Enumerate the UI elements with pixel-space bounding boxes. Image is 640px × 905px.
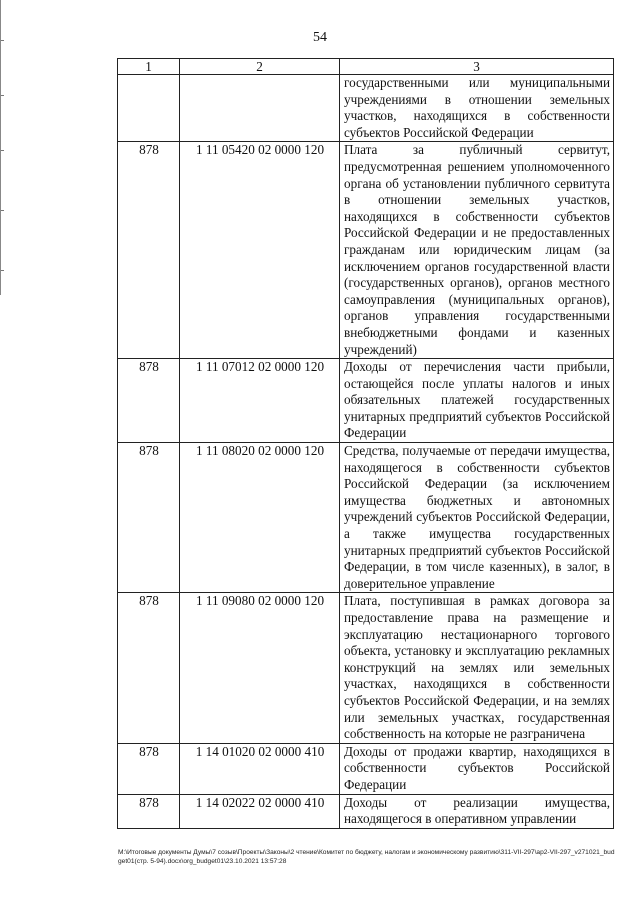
column-header-2: 2 bbox=[180, 59, 340, 75]
revenue-name-cell: Плата, поступившая в рамках договора за предоставление права на размещение и эксплуатацию нестационарного торгового объекта, установку и эксплуатацию рекламных конструкций на землях или земельных участках, находящихся в собственности субъектов Российской Федерации, и на землях или земельных участках, государственная собственность на которые не разграничена bbox=[340, 593, 614, 743]
revenue-name-cell: Доходы от реализации имущества, находящегося в оперативном управлении bbox=[340, 794, 614, 828]
admin-code-cell: 878 bbox=[118, 359, 180, 443]
revenue-name-cell: Доходы от продажи квартир, находящихся в собственности субъектов Российской Федерации bbox=[340, 743, 614, 794]
revenue-name-cell: государственными или муниципальными учреждениями в отношении земельных участков, находящихся в собственности субъектов Российской Федерации bbox=[340, 75, 614, 142]
admin-code-cell: 878 bbox=[118, 743, 180, 794]
table-row bbox=[118, 359, 614, 443]
document-file-path-footer: M:\Итоговые документы Думы\7 созыв\Проекты\Законы\2 чтение\Комитет по бюджету, налогам и экономическому развитию\311-VII-297\ap2-VII-297_v271021_budget01(стр. 5-94).docx\org_budget01\23.10.2021 13:57:28 bbox=[118, 849, 615, 865]
admin-code-cell: 878 bbox=[118, 142, 180, 359]
admin-code-cell: 878 bbox=[118, 794, 180, 828]
revenue-code-cell bbox=[180, 75, 340, 142]
revenue-code-cell: 1 11 09080 02 0000 120 bbox=[180, 593, 340, 743]
admin-code-cell: 878 bbox=[118, 593, 180, 743]
revenue-name-cell: Плата за публичный сервитут, предусмотренная решением уполномоченного органа об установлении публичного сервитута в отношении земельных участков, находящихся в собственности субъектов Российской Федерации и не предоставленных гражданам или юридическим лицам (за исключением органов государственной власти (государственных органов), органов местного самоуправления (муниципальных органов), органов управления государственными внебюджетными фондами и казенных учреждений) bbox=[340, 142, 614, 359]
table-row bbox=[118, 142, 614, 359]
admin-code-cell bbox=[118, 75, 180, 142]
page-number: 54 bbox=[313, 30, 327, 45]
table-row bbox=[118, 443, 614, 593]
revenue-name-cell: Средства, получаемые от передачи имущества, находящегося в собственности субъектов Российской Федерации (за исключением имущества бюджетных и автономных учреждений субъектов Российской Федерации, а также имущества государственных унитарных предприятий субъектов Российской Федерации, в том числе казенных), в залог, в доверительное управление bbox=[340, 443, 614, 593]
revenue-code-cell: 1 14 01020 02 0000 410 bbox=[180, 743, 340, 794]
revenue-code-cell: 1 11 08020 02 0000 120 bbox=[180, 443, 340, 593]
table-row bbox=[118, 794, 614, 828]
revenue-code-cell: 1 11 05420 02 0000 120 bbox=[180, 142, 340, 359]
table-header-row bbox=[118, 59, 614, 75]
revenue-codes-table bbox=[117, 58, 614, 829]
revenue-name-cell: Доходы от перечисления части прибыли, остающейся после уплаты налогов и иных обязательных платежей государственных унитарных предприятий субъектов Российской Федерации bbox=[340, 359, 614, 443]
revenue-code-cell: 1 14 02022 02 0000 410 bbox=[180, 794, 340, 828]
column-header-1: 1 bbox=[118, 59, 180, 75]
revenue-code-cell: 1 11 07012 02 0000 120 bbox=[180, 359, 340, 443]
admin-code-cell: 878 bbox=[118, 443, 180, 593]
table-row bbox=[118, 75, 614, 142]
table-row bbox=[118, 593, 614, 743]
table-row bbox=[118, 743, 614, 794]
column-header-3: 3 bbox=[340, 59, 614, 75]
